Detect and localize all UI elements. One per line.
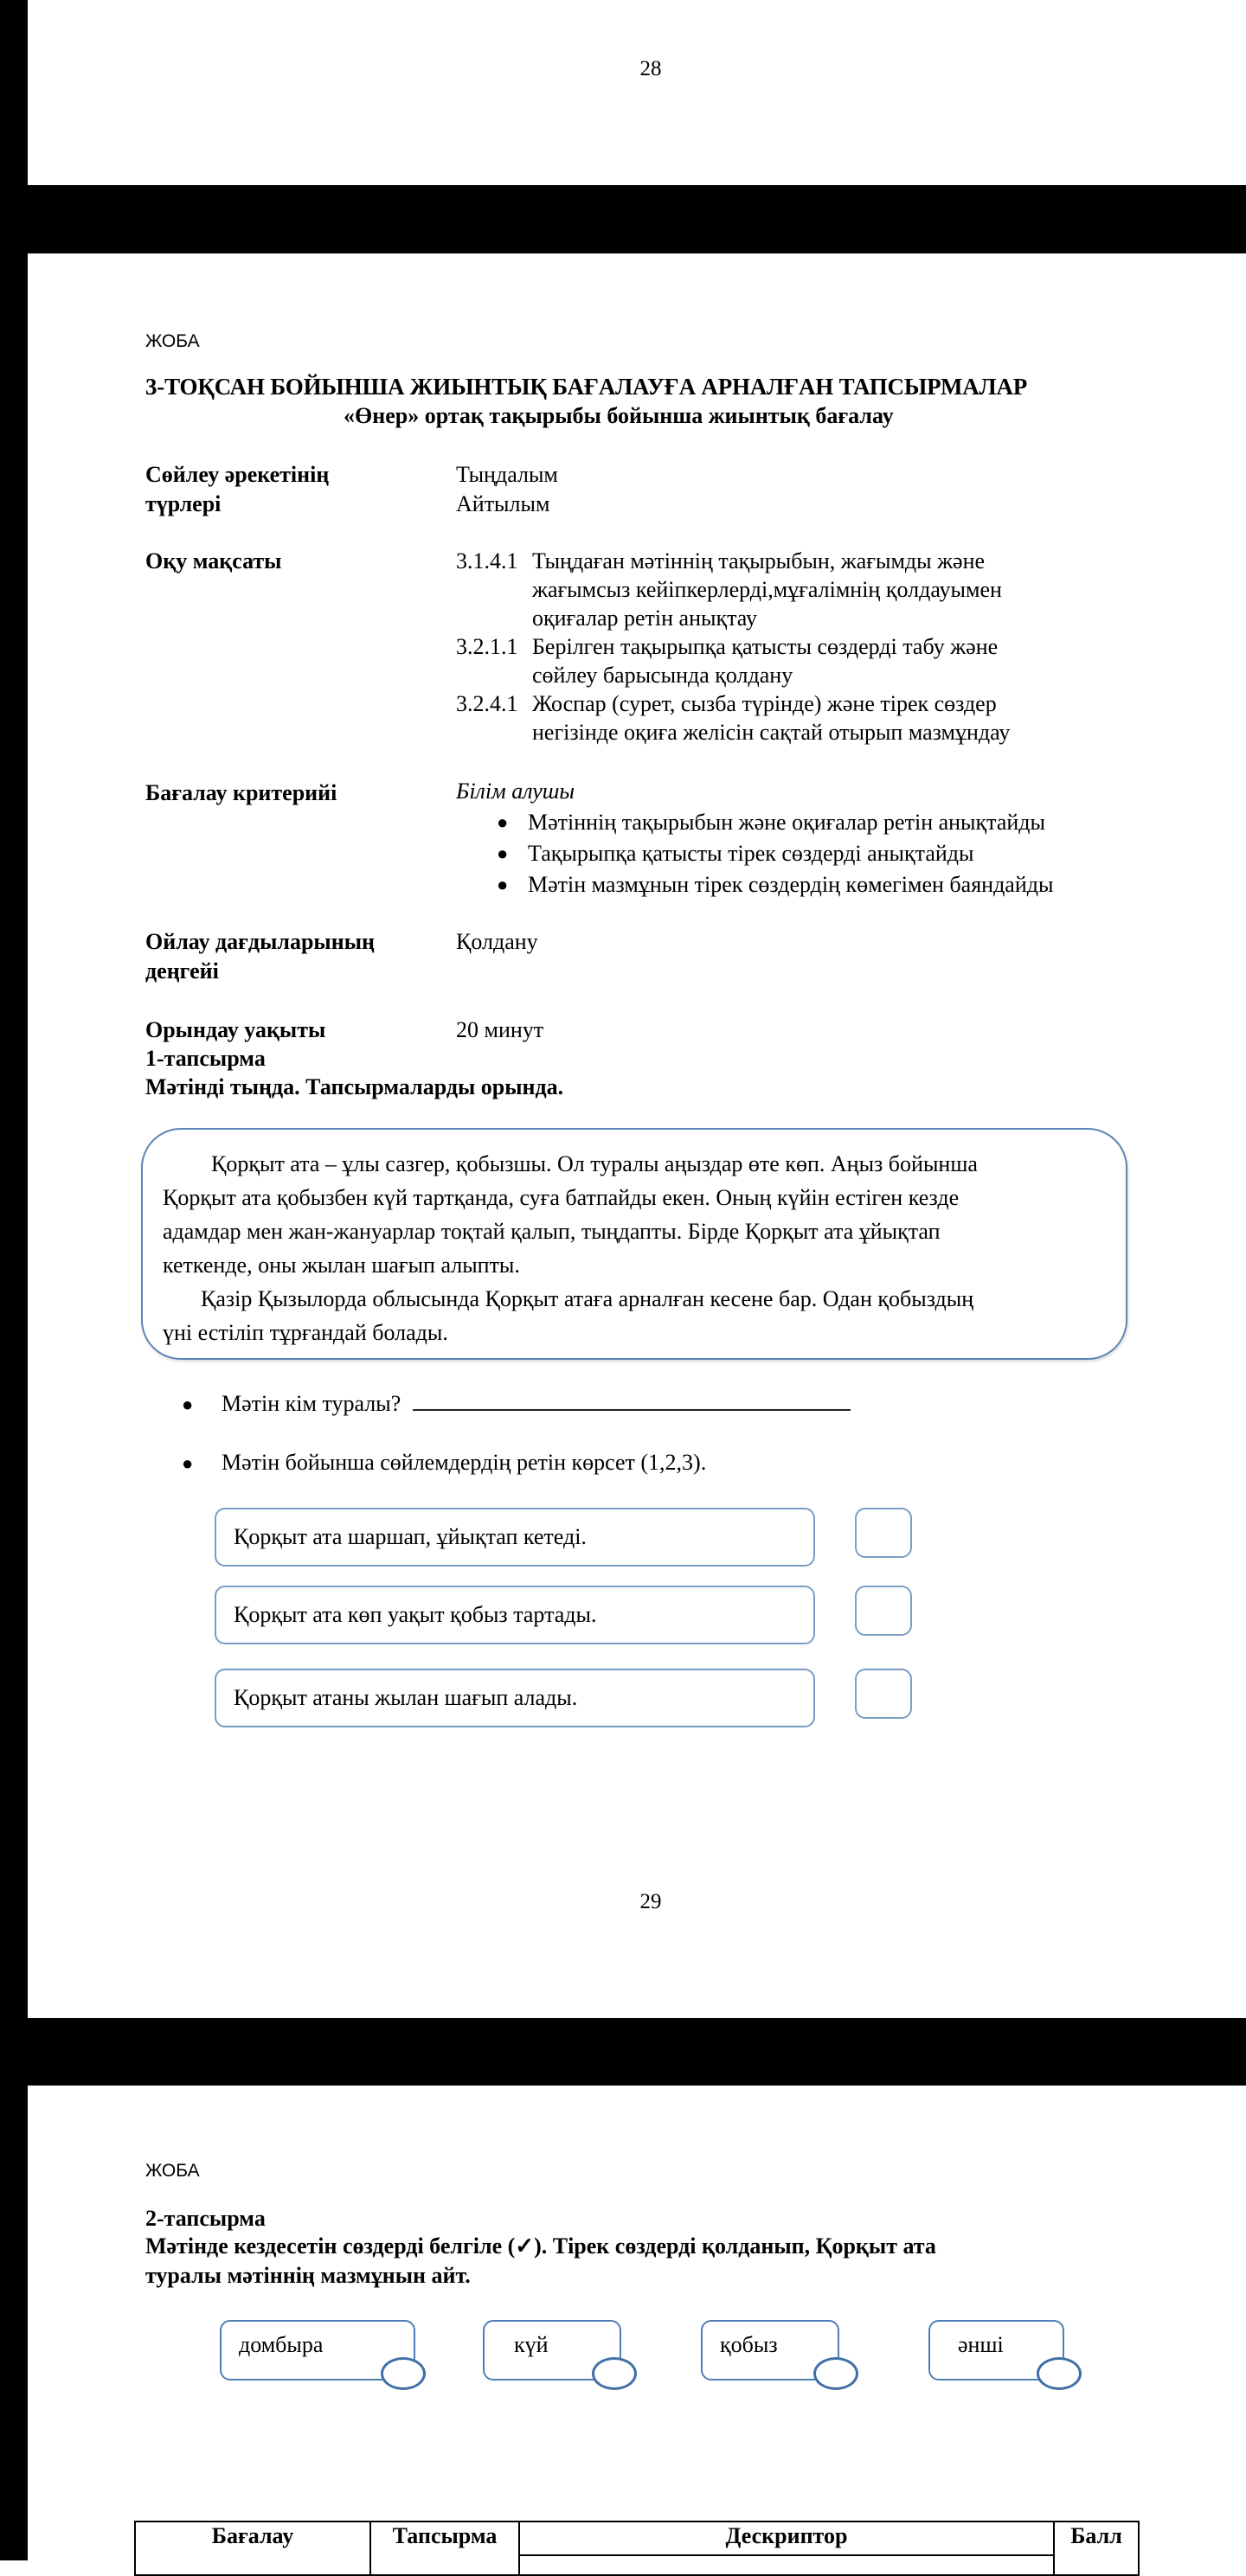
word-card-anshi: әнші	[928, 2320, 1064, 2381]
bullet-icon: ●	[497, 874, 509, 895]
check-circle[interactable]	[381, 2357, 426, 2390]
check-circle[interactable]	[813, 2357, 858, 2390]
descriptor-subheader	[519, 2555, 1054, 2575]
criteria-bullets	[493, 807, 1053, 900]
learning-objectives-list	[456, 547, 1131, 747]
bullet-icon: ●	[497, 811, 509, 833]
objective-item	[456, 632, 1131, 689]
criteria-bullet	[493, 869, 1053, 900]
task1-title: 1-тапсырма	[145, 1046, 266, 1071]
label-line: Сөйлеу әрекетінің	[145, 462, 330, 487]
objective-text: Берілген тақырыпқа қатысты сөздерді табу және	[532, 634, 999, 659]
objective-code: 3.2.4.1	[456, 691, 518, 716]
duration-value: 20 минут	[456, 1017, 544, 1042]
learning-objectives-label: Оқу мақсаты	[145, 548, 282, 574]
text-line: адамдар мен жан-жануарлар тоқтай қалып, тыңдапты. Бірде Қорқыт ата ұйықтап	[163, 1219, 941, 1244]
col-header-task: Тапсырма	[370, 2522, 519, 2575]
page-number: 28	[639, 57, 662, 80]
question-text: Мәтін кім туралы?	[222, 1391, 401, 1416]
label-line: түрлері	[145, 491, 222, 516]
objective-text: Жоспар (сурет, сызба түрінде) және тірек сөздер	[532, 691, 997, 716]
page-separator	[0, 2018, 1246, 2086]
sentence-card: Қорқыт атаны жылан шағып алады.	[215, 1669, 815, 1727]
page-number: 29	[639, 1890, 662, 1913]
objective-text: сөйлеу барысында қолдану	[532, 663, 793, 688]
objective-code: 3.1.4.1	[456, 548, 518, 574]
word-card-dombyra: домбыра	[220, 2320, 415, 2381]
task2-instruction	[145, 2232, 936, 2291]
objective-text: Тыңдаған мәтіннің тақырыбын, жағымды және	[532, 548, 986, 574]
order-number-box[interactable]	[855, 1508, 912, 1558]
document-subtitle: «Өнер» ортақ тақырыбы бойынша жиынтық бағалау	[344, 403, 894, 428]
reading-text	[163, 1147, 1114, 1349]
objective-text: оқиғалар ретін анықтау	[532, 606, 757, 631]
text-line: Қорқыт ата – ұлы сазгер, қобызшы. Ол туралы аңыздар өте көп. Аңыз бойынша	[211, 1151, 978, 1176]
text-line: Қорқыт ата қобызбен күй тартқанда, суға батпайды екен. Оның күйін естіген кезде	[163, 1185, 960, 1210]
col-header-criteria: Бағалау	[135, 2522, 370, 2575]
question-text: Мәтін бойынша сөйлемдердің ретін көрсет (1,2,3).	[222, 1450, 707, 1475]
objective-text: негізінде оқиға желісін сақтай отырып мазмұндау	[532, 720, 1011, 745]
sentence-card: Қорқыт ата шаршап, ұйықтап кетеді.	[215, 1508, 815, 1567]
order-number-box[interactable]	[855, 1586, 912, 1636]
word-card-kobyz: қобыз	[701, 2320, 839, 2381]
col-header-score: Балл	[1054, 2522, 1139, 2575]
task2-title: 2-тапсырма	[145, 2206, 266, 2231]
objective-code: 3.2.1.1	[456, 634, 518, 659]
rubric-table	[134, 2521, 1140, 2576]
document-title: 3-ТОҚСАН БОЙЫНША ЖИЫНТЫҚ БАҒАЛАУҒА АРНАЛҒАН ТАПСЫРМАЛАР	[145, 374, 1028, 400]
speech-types-values	[456, 460, 558, 519]
draft-label: ЖОБА	[145, 2161, 200, 2181]
check-circle[interactable]	[1037, 2357, 1082, 2390]
instruction-line: туралы мәтіннің мазмұнын айт.	[145, 2263, 471, 2288]
assessment-criteria-label: Бағалау критерийі	[145, 780, 337, 805]
speech-types-label	[145, 460, 329, 519]
col-header-descriptor: Дескриптор	[519, 2522, 1054, 2555]
question-who	[182, 1391, 851, 1417]
sentence-card: Қорқыт ата көп уақыт қобыз тартады.	[215, 1586, 815, 1644]
speech-type: Тыңдалым	[456, 462, 558, 487]
thinking-level-label	[145, 927, 375, 986]
text-line: үні естіліп тұрғандай болады.	[163, 1320, 448, 1345]
page-separator	[0, 185, 1246, 253]
criteria-intro: Білім алушы	[456, 779, 575, 804]
objective-item	[456, 689, 1131, 747]
bullet-text: Мәтін мазмұнын тірек сөздердің көмегімен баяндайды	[528, 872, 1054, 897]
bullet-text: Тақырыпқа қатысты тірек сөздерді анықтайды	[528, 841, 974, 866]
label-line: Ойлау дағдыларының	[145, 929, 375, 954]
text-line: кеткенде, оны жылан шағып алыпты.	[163, 1253, 520, 1278]
draft-label: ЖОБА	[145, 331, 200, 351]
thinking-level-value: Қолдану	[456, 929, 538, 954]
bullet-icon: ●	[182, 1394, 194, 1415]
criteria-bullet	[493, 807, 1053, 838]
speech-type: Айтылым	[456, 491, 550, 516]
instruction-line: Мәтінде кездесетін сөздерді белгіле (✓). Тірек сөздерді қолданып, Қорқыт ата	[145, 2233, 936, 2259]
order-number-box[interactable]	[855, 1669, 912, 1719]
objective-item	[456, 547, 1131, 632]
word-card-kui: күй	[483, 2320, 621, 2381]
bullet-icon: ●	[182, 1452, 194, 1474]
bullet-text: Мәтіннің тақырыбын және оқиғалар ретін анықтайды	[528, 810, 1045, 835]
answer-blank-line[interactable]	[413, 1392, 851, 1411]
check-circle[interactable]	[592, 2357, 637, 2390]
question-order	[182, 1450, 706, 1476]
duration-label: Орындау уақыты	[145, 1017, 326, 1042]
viewer-left-edge	[0, 0, 28, 2560]
criteria-bullet	[493, 838, 1053, 869]
text-line: Қазір Қызылорда облысында Қорқыт атаға арналған кесене бар. Одан қобыздың	[201, 1286, 974, 1311]
objective-text: жағымсыз кейіпкерлерді,мұғалімнің қолдауымен	[532, 577, 1002, 602]
task1-instruction: Мәтінді тыңда. Тапсырмаларды орында.	[145, 1074, 564, 1099]
label-line: деңгейі	[145, 958, 219, 984]
bullet-icon: ●	[497, 843, 509, 864]
